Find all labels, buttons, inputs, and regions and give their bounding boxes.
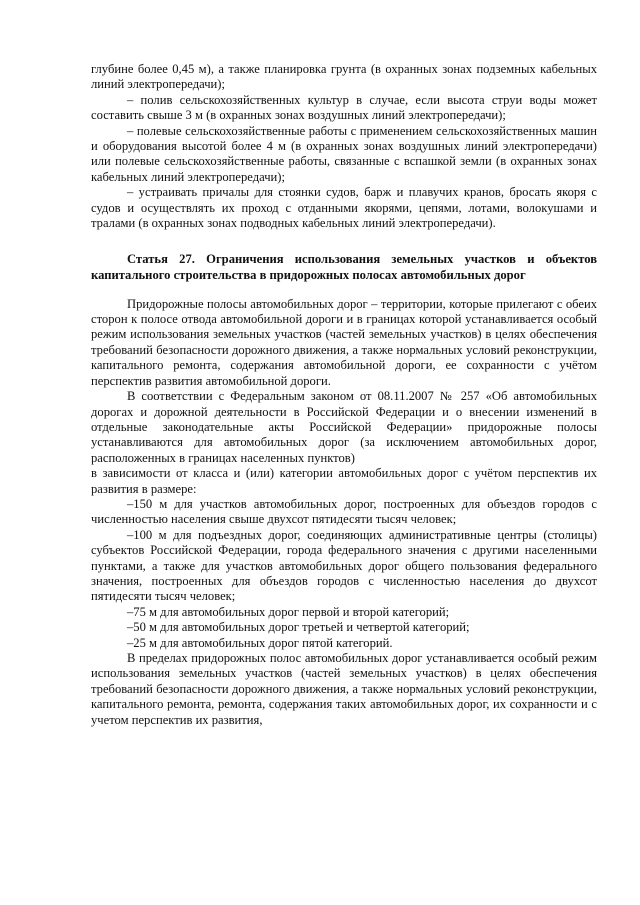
list-item-field-works: – полевые сельскохозяйственные работы с применением сельскохозяйственных машин и оборудования высотой более 4 м (в охранных зонах воздушных линий электропередачи) или полевые сельскохозяйственные работы, связанные с вспашкой земли (в охранных зонах кабельных линий электропередачи); [91,123,597,184]
document-page [91,62,597,728]
article-heading: Статья 27. Ограничения использования земельных участков и объектов капитального строительства в придорожных полосах автомобильных дорог [91,252,597,283]
list-item-150m: –150 м для участков автомобильных дорог, построенных для объездов городов с численностью населения свыше двухсот пятидесяти тысяч человек; [91,496,597,527]
list-item-moorings: – устраивать причалы для стоянки судов, барж и плавучих кранов, бросать якоря с судов и осуществлять их проход с отданными якорями, цепями, лотами, волокушами и тралами (в охранных зонах подводных кабельных линий электропередачи). [91,185,597,231]
paragraph-federal-law: В соответствии с Федеральным законом от 08.11.2007 № 257 «Об автомобильных дорогах и дорожной деятельности в Российской Федерации и о внесении изменений в отдельные законодательные акты Российской Федерации» придорожные полосы устанавливаются для автомобильных дорог (за исключением автомобильных дорог, расположенных в границах населенных пунктов) [91,389,597,465]
paragraph-definition: Придорожные полосы автомобильных дорог – территории, которые прилегают с обеих сторон к полосе отвода автомобильной дороги и в границах которой устанавливается особый режим использования земельных участков (частей земельных участков) в целях обеспечения требований безопасности дорожного движения, а также нормальных условий реконструкции, капитального ремонта, содержания автомобильной дороги, ее сохранности с учётом перспектив развития автомобильной дороги. [91,296,597,388]
list-item-25m: –25 м для автомобильных дорог пятой категорий. [127,635,393,650]
paragraph-dependency: в зависимости от класса и (или) категории автомобильных дорог с учётом перспектив их развития в размере: [91,466,597,496]
list-item-75m: –75 м для автомобильных дорог первой и второй категорий; [127,604,450,619]
list-item-irrigation: – полив сельскохозяйственных культур в случае, если высота струи воды может составить свыше 3 м (в охранных зонах воздушных линий электропередачи); [91,92,597,123]
paragraph-continuation: глубине более 0,45 м), а также планировка грунта (в охранных зонах подземных кабельных линий электропередачи); [91,62,597,92]
list-item-50m: –50 м для автомобильных дорог третьей и четвертой категорий; [127,620,470,635]
list-item-100m: –100 м для подъездных дорог, соединяющих административные центры (столицы) субъектов Российской Федерации, города федерального значения с другими населенными пунктами, а также для участков автомобильных дорог общего пользования федерального значения, построенных для объездов городов с численностью населения до двухсот пятидесяти тысяч человек; [91,527,597,604]
paragraph-special-regime: В пределах придорожных полос автомобильных дорог устанавливается особый режим использования земельных участков (частей земельных участков) в целях обеспечения требований безопасности дорожного движения, а также нормальных условий реконструкции, капитального ремонта, ремонта, содержания таких автомобильных дорог, их сохранности и с учетом перспектив их развития, [91,651,597,727]
